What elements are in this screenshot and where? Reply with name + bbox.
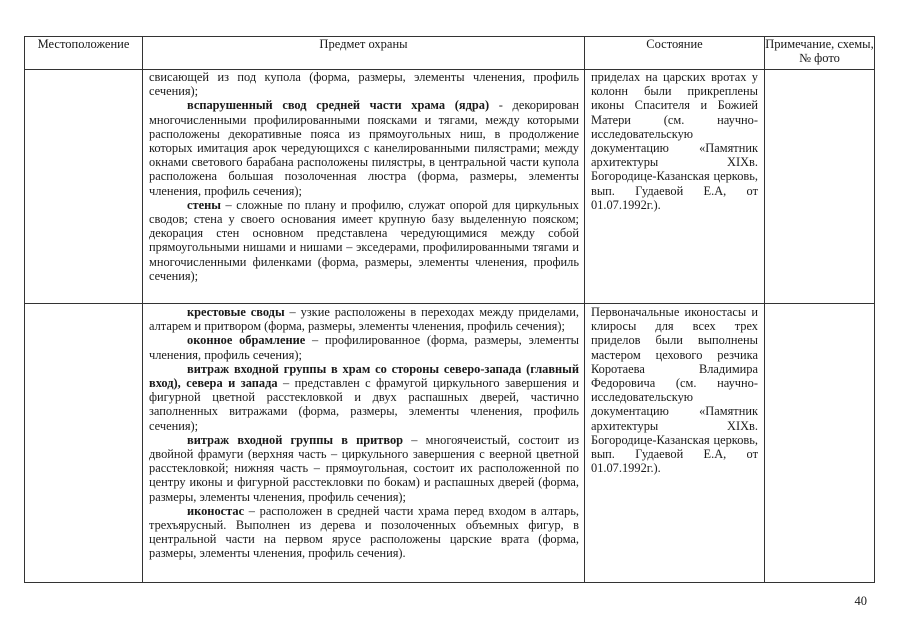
subject-term: крестовые своды	[187, 305, 285, 319]
page-number: 40	[854, 594, 867, 608]
subject-description: – представлен с фрамугой циркульного завершения и фигурной цветной расстекловкой и двух распашных дверей, частично заполненных витражами (форма, размеры, элементы членения, профиль сечения);	[149, 376, 579, 433]
subject-cell	[143, 70, 585, 304]
subject-description: - декорирован многочисленными профилированными поясками и тягами, между которыми расположены декоративные пояса из прямоугольных ниш, в продолжение которых имитация арок чередующихся с канелированными пилястрами; между окнами светового барабана расположены пилястры, в центральной части купола расположена большая позолоченная люстра (форма, размеры, элементы членения, профиль сечения);	[149, 98, 579, 198]
subject-paragraph	[149, 98, 579, 197]
location-cell	[25, 304, 143, 583]
subject-term: вспарушенный свод средней части храма (ядра)	[187, 98, 490, 113]
table-row	[25, 304, 875, 583]
subject-term: иконостас	[187, 503, 245, 518]
state-text: Первоначальные иконостасы и клиросы для всех трех приделов были выполнены мастером цехового резчика Коротаева Владимира Федоровича (см. научно-исследовательскую документацию «Памятник архитектуры XIXв. Богородице-Казанская церковь, вып. Гудаевой Е.А, от 01.07.1992г.).	[591, 305, 758, 476]
subject-paragraph: свисающей из под купола (форма, размеры, элементы членения, профиль сечения);	[149, 70, 579, 99]
state-text: приделах на царских вротах у колонн были прикреплены иконы Спасителя и Божией Матери (см. научно-исследовательскую документацию «Памятник архитектуры XIXв. Богородице-Казанская церковь, вып. Гудаевой Е.А, от 01.07.1992г.).	[591, 70, 758, 212]
subject-term: витраж входной группы в притвор	[187, 432, 404, 447]
header-note: Примечание, схемы, № фото	[765, 37, 875, 70]
subject-description: – многоячеистый, состоит из двойной фрамуги (верхняя часть – циркульного завершения с веерной цветной расстекловкой; нижняя часть – прямоугольная, состоит их расположенной по центру иконы и фигурной расстекловки по бокам) и распашных дверей (форма, размеры, элементы членения, профиль сечения);	[149, 432, 579, 504]
header-subject: Предмет охраны	[143, 37, 585, 70]
subject-description: – сложные по плану и профилю, служат опорой для циркульных сводов; стена у своего основания имеет крупную базу выделенную пояском; декорация стен основном представлена чередующимися между собой прямоугольными нишами и нишами – экседерами, профилированными тягами и многочисленными филенками (форма, размеры, элементы членения, профиль сечения);	[149, 197, 579, 283]
subject-term: витраж входной группы в храм со стороны северо-запада (главный вход), севера и запада	[149, 361, 579, 391]
subject-paragraph	[149, 433, 579, 504]
subject-paragraph	[149, 504, 579, 561]
state-cell	[585, 70, 765, 304]
subject-description: – расположен в средней части храма перед входом в алтарь, трехъярусный. Выполнен из дерева и позолоченных объемных фигур, в центральной части на первом ярусе расположены царские врата (форма, размеры, элементы членения, профиль сечения).	[149, 503, 579, 561]
table-header-row	[25, 37, 875, 70]
header-state: Состояние	[585, 37, 765, 70]
location-cell	[25, 70, 143, 304]
subject-cell	[143, 304, 585, 583]
subject-term: стены	[187, 197, 221, 212]
subject-paragraph	[149, 198, 579, 283]
subject-paragraph	[149, 305, 579, 333]
protection-table	[24, 36, 875, 583]
subject-paragraph	[149, 333, 579, 361]
header-location: Местоположение	[25, 37, 143, 70]
state-cell	[585, 304, 765, 583]
subject-description: – узкие расположены в переходах между приделами, алтарем и притвором (форма, размеры, элементы членения, профиль сечения);	[149, 305, 579, 334]
note-cell	[765, 70, 875, 304]
note-cell	[765, 304, 875, 583]
subject-paragraph	[149, 362, 579, 433]
table-row	[25, 70, 875, 304]
subject-description: – профилированное (форма, размеры, элементы членения, профиль сечения);	[149, 333, 579, 362]
subject-term: оконное обрамление	[187, 333, 306, 348]
